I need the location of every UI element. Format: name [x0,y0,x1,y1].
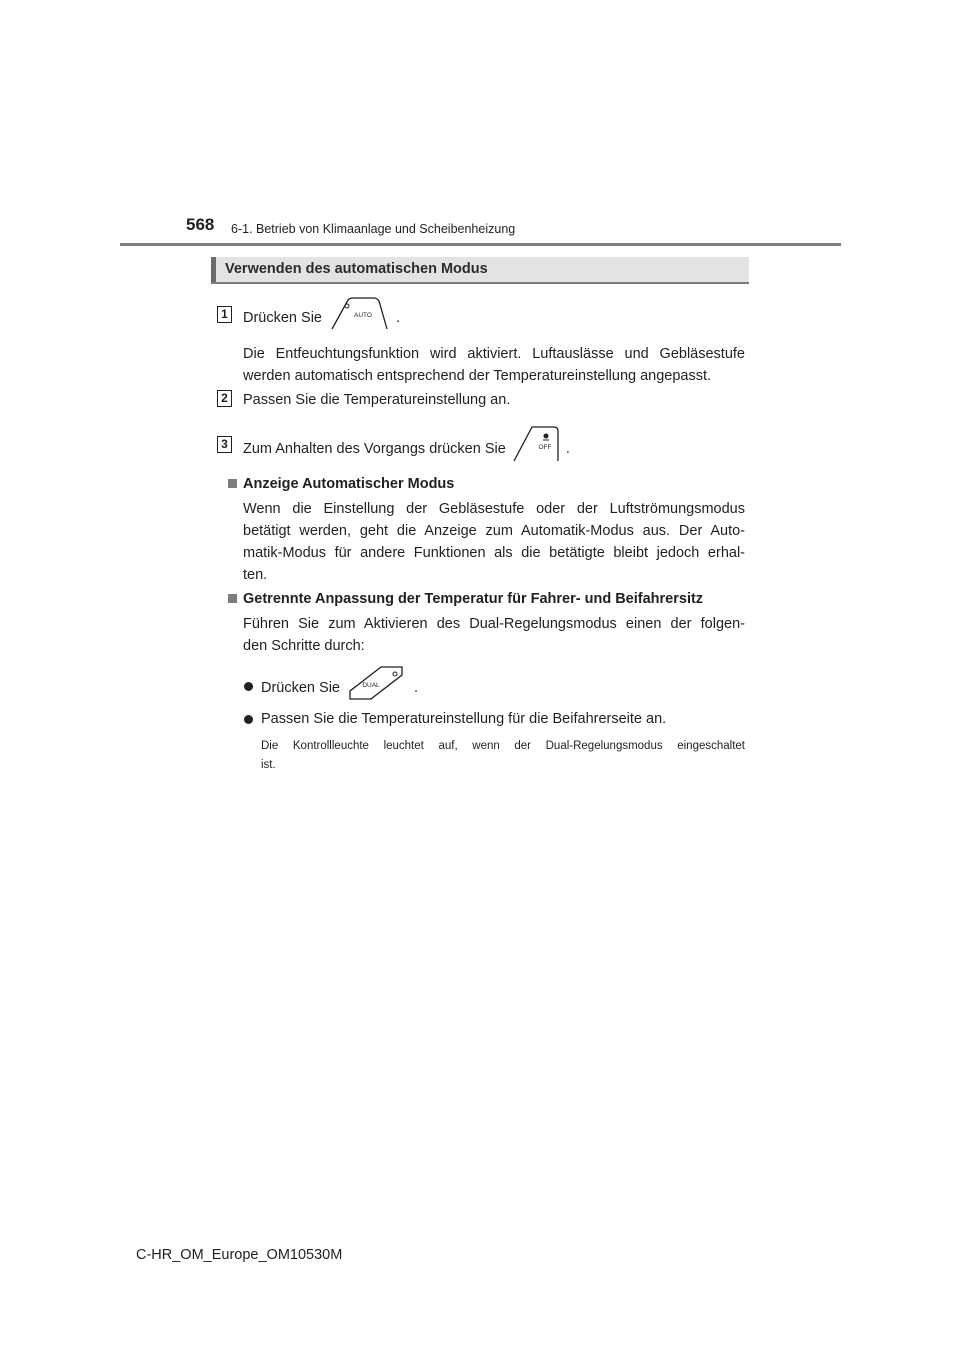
footer-code: C-HR_OM_Europe_OM10530M [136,1247,343,1263]
chapter-title: 6-1. Betrieb von Klimaanlage und Scheibenheizung [231,222,516,236]
note-1-line-1: Wenn die Einstellung der Gebläsestufe oder der Luftströmungsmodus [243,501,745,517]
note-1-marker [228,479,237,488]
section-accent [211,257,216,282]
step-number-3: 3 [217,436,232,453]
note-1-line-3: matik-Modus für andere Funktionen als die betätigte bleibt jedoch erhal- [243,545,745,561]
bullet-1-after: . [414,679,419,696]
header-rule [120,243,841,246]
note-2-marker [228,594,237,603]
page-number: 568 [186,215,215,234]
step-number-1: 1 [217,306,232,323]
note-2-line-1: Führen Sie zum Aktivieren des Dual-Regelungsmodus einen der folgen- [243,616,745,632]
section-heading-bar [211,257,749,284]
dual-button-label: DUAL [362,682,380,689]
section-title: Verwenden des automatischen Modus [225,261,488,277]
step-number-2: 2 [217,390,232,407]
auto-button-icon [330,297,390,331]
step-1-detail-line-1: Die Entfeuchtungsfunktion wird aktiviert. Luftauslässe und Gebläsestufe [243,346,745,362]
note-2-heading: Getrennte Anpassung der Temperatur für Fahrer- und Beifahrersitz [243,591,704,607]
step-2-text: Passen Sie die Temperatureinstellung an. [243,392,511,408]
bullet-1-before: Drücken Sie [261,679,340,696]
off-button-label: OFF [538,444,552,451]
step-1-after: . [396,309,401,326]
note-1-line-4: ten. [243,567,268,583]
note-1-line-2: betätigt werden, geht die Anzeige zum Automatik-Modus aus. Der Auto- [243,523,745,539]
bullet-2-marker [244,715,253,724]
step-1-before: Drücken Sie [243,309,322,326]
step-3-before: Zum Anhalten des Vorgangs drücken Sie [243,440,506,457]
dual-button-icon [348,665,408,701]
step-3-text [243,435,570,463]
note-1-heading: Anzeige Automatischer Modus [243,476,455,492]
small-note-line-1: Die Kontrollleuchte leuchtet auf, wenn der Dual-Regelungsmodus eingeschaltet [261,740,745,752]
step-1-text [243,305,400,331]
note-2-line-2: den Schritte durch: [243,638,365,654]
bullet-2-text: Passen Sie die Temperatureinstellung für die Beifahrerseite an. [261,711,667,727]
step-3-after: . [565,440,570,457]
bullet-1-marker [244,682,253,691]
small-note-line-2: ist. [261,759,276,771]
bullet-1-text [261,675,418,701]
auto-button-label: AUTO [354,312,372,319]
off-button-icon [512,425,562,463]
step-1-detail-line-2: werden automatisch entsprechend der Temperatureinstellung angepasst. [243,368,712,384]
